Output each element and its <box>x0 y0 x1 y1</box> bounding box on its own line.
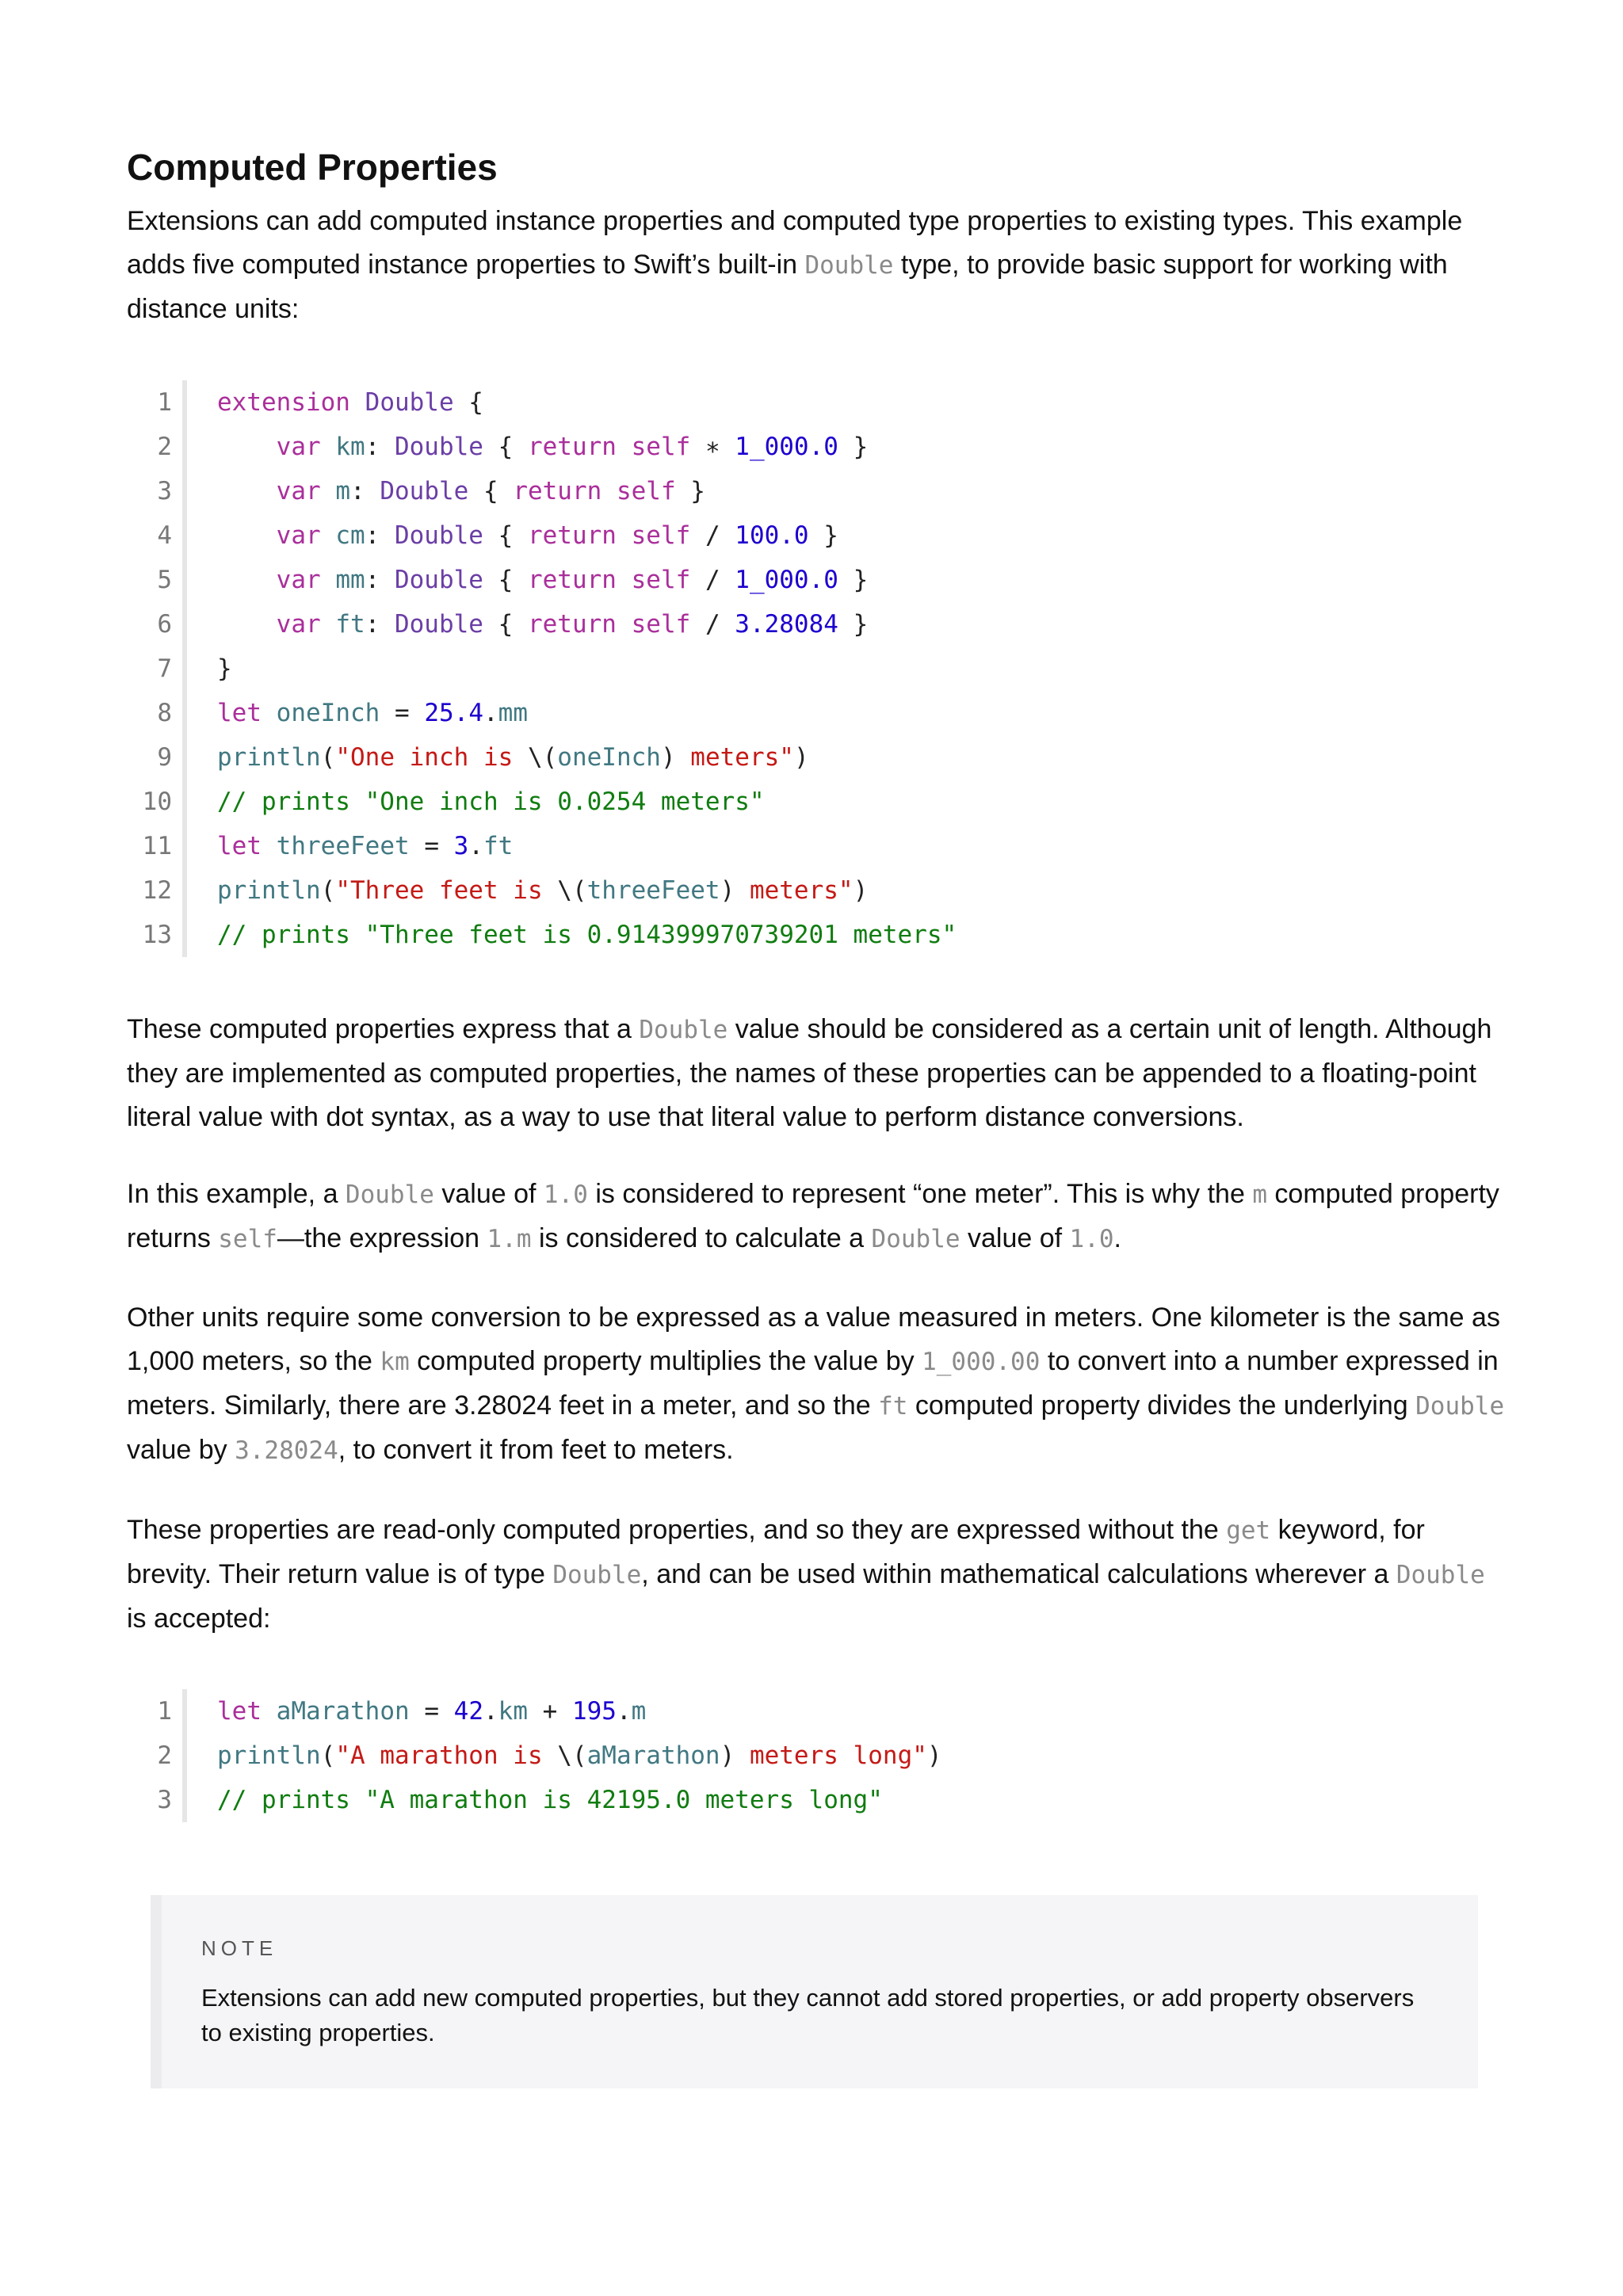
text-run: value of <box>433 1179 544 1209</box>
line-number: 3 <box>157 477 172 505</box>
text-run: , and can be used within mathematical calculations wherever a <box>641 1559 1396 1589</box>
code-gutter <box>182 513 187 558</box>
code-text: let aMarathon = 42.km + 195.m <box>217 1697 647 1726</box>
inline-code: Double <box>552 1561 642 1589</box>
text-run: value by <box>127 1435 235 1465</box>
inline-code: Double <box>639 1016 728 1044</box>
code-line <box>127 1689 1522 1733</box>
code-text: println("A marathon is \(aMarathon) meters long") <box>217 1741 942 1770</box>
code-line <box>127 691 1522 735</box>
code-gutter <box>182 380 187 425</box>
code-text: // prints "A marathon is 42195.0 meters long" <box>217 1786 883 1814</box>
inline-code: 3.28024 <box>235 1436 338 1465</box>
code-line <box>127 824 1522 868</box>
inline-code: get <box>1226 1516 1271 1545</box>
text-run: computed property returns <box>127 1179 1499 1253</box>
inline-code: Double <box>1396 1561 1485 1589</box>
text-run: Other units require some conversion to be expressed as a value measured in meters. One kilometer is the same as 1,000 meters, so the <box>127 1302 1500 1376</box>
line-number: 3 <box>157 1786 172 1814</box>
line-number: 10 <box>142 788 172 816</box>
text-run: In this example, a <box>127 1179 346 1209</box>
code-text: var cm: Double { return self / 100.0 } <box>276 521 838 550</box>
code-line <box>127 602 1522 646</box>
inline-code: Double <box>1415 1392 1505 1421</box>
code-line <box>127 913 1522 957</box>
code-gutter <box>182 646 187 691</box>
code-text: extension Double { <box>217 388 483 417</box>
paragraph-conversion <box>127 1296 1510 1473</box>
text-run: These computed properties express that a <box>127 1014 640 1044</box>
text-run: to convert into a number expressed in meters. Similarly, there are 3.28024 feet in a meter, and so the <box>127 1346 1499 1421</box>
inline-code-double: Double <box>804 251 894 280</box>
intro-text-1: Extensions can add computed instance properties and computed type properties to existing types. This example adds five computed instance properties to Swift’s built-in <box>127 206 1463 280</box>
code-line <box>127 558 1522 602</box>
code-line <box>127 469 1522 513</box>
line-number: 12 <box>142 876 172 905</box>
text-run: computed property divides the underlying <box>907 1390 1416 1421</box>
text-run: , to convert it from feet to meters. <box>338 1435 734 1465</box>
line-number: 7 <box>157 654 172 683</box>
code-text: var ft: Double { return self / 3.28084 } <box>276 610 869 639</box>
inline-code: ft <box>878 1392 908 1421</box>
inline-code: m <box>1252 1180 1267 1209</box>
code-line <box>127 735 1522 780</box>
line-number: 11 <box>142 832 172 860</box>
note-label: NOTE <box>201 1936 278 1960</box>
code-line <box>127 380 1522 425</box>
code-block-marathon <box>127 1689 1522 1822</box>
code-line <box>127 780 1522 824</box>
code-gutter <box>182 1733 187 1778</box>
code-text: println("One inch is \(oneInch) meters") <box>217 743 809 772</box>
text-run: . <box>1113 1223 1121 1253</box>
line-number: 4 <box>157 521 172 550</box>
inline-code: km <box>380 1348 410 1376</box>
inline-code: 1.0 <box>1069 1225 1114 1253</box>
code-text: // prints "Three feet is 0.914399970739201 meters" <box>217 921 957 949</box>
text-run: computed property multiplies the value by <box>409 1346 922 1376</box>
code-line <box>127 1733 1522 1778</box>
code-gutter <box>182 425 187 469</box>
code-line <box>127 868 1522 913</box>
text-run: keyword, for brevity. Their return value is of type <box>127 1515 1425 1589</box>
line-number: 13 <box>142 921 172 949</box>
text-run: value of <box>960 1223 1070 1253</box>
line-number: 9 <box>157 743 172 772</box>
code-line <box>127 1778 1522 1822</box>
code-gutter <box>182 1778 187 1822</box>
code-line <box>127 425 1522 469</box>
inline-code: Double <box>871 1225 960 1253</box>
line-number: 2 <box>157 1741 172 1770</box>
code-gutter <box>182 602 187 646</box>
code-gutter <box>182 824 187 868</box>
code-gutter <box>182 558 187 602</box>
code-text: var km: Double { return self ∗ 1_000.0 } <box>276 433 869 461</box>
inline-code: Double <box>345 1180 434 1209</box>
note-text: Extensions can add new computed properties, but they cannot add stored properties, or add property observers to existing properties. <box>201 1984 1415 2046</box>
code-gutter <box>182 780 187 824</box>
line-number: 8 <box>157 699 172 727</box>
code-block-extension <box>127 380 1522 957</box>
code-text: let oneInch = 25.4.mm <box>217 699 528 727</box>
line-number: 1 <box>157 1697 172 1726</box>
line-number: 5 <box>157 566 172 594</box>
code-text: var mm: Double { return self / 1_000.0 } <box>276 566 869 594</box>
code-line <box>127 513 1522 558</box>
code-gutter <box>182 691 187 735</box>
paragraph-example <box>127 1173 1510 1261</box>
code-text: let threeFeet = 3.ft <box>217 832 514 860</box>
text-run: —the expression <box>277 1223 487 1253</box>
code-gutter <box>182 868 187 913</box>
code-text: // prints "One inch is 0.0254 meters" <box>217 788 765 816</box>
line-number: 2 <box>157 433 172 461</box>
paragraph-readonly <box>127 1508 1510 1641</box>
inline-code: 1_000.00 <box>922 1348 1041 1376</box>
code-text: var m: Double { return self } <box>276 477 705 505</box>
text-run: value should be considered as a certain unit of length. Although they are implemented as computed properties, the names of these properties can be appended to a floating-point literal value with dot syntax, as a way to use that literal value to perform distance conversions. <box>127 1014 1492 1132</box>
note-callout <box>151 1895 1478 2088</box>
code-text: println("Three feet is \(threeFeet) meters") <box>217 876 869 905</box>
inline-code: 1.0 <box>543 1180 588 1209</box>
code-gutter <box>182 735 187 780</box>
intro-text-2: type, to provide basic support for working with distance units: <box>127 250 1448 324</box>
line-number: 6 <box>157 610 172 639</box>
code-gutter <box>182 1689 187 1733</box>
code-gutter <box>182 913 187 957</box>
inline-code: 1.m <box>487 1225 532 1253</box>
code-gutter <box>182 469 187 513</box>
text-run: is considered to represent “one meter”. This is why the <box>587 1179 1253 1209</box>
paragraph-units <box>127 1008 1510 1139</box>
inline-code: self <box>218 1225 277 1253</box>
text-run: is accepted: <box>127 1604 271 1634</box>
section-title: Computed Properties <box>127 147 498 188</box>
intro-paragraph <box>127 200 1510 331</box>
code-line <box>127 646 1522 691</box>
text-run: is considered to calculate a <box>531 1223 872 1253</box>
code-text: } <box>217 654 232 683</box>
text-run: These properties are read-only computed properties, and so they are expressed without the <box>127 1515 1227 1545</box>
line-number: 1 <box>157 388 172 417</box>
